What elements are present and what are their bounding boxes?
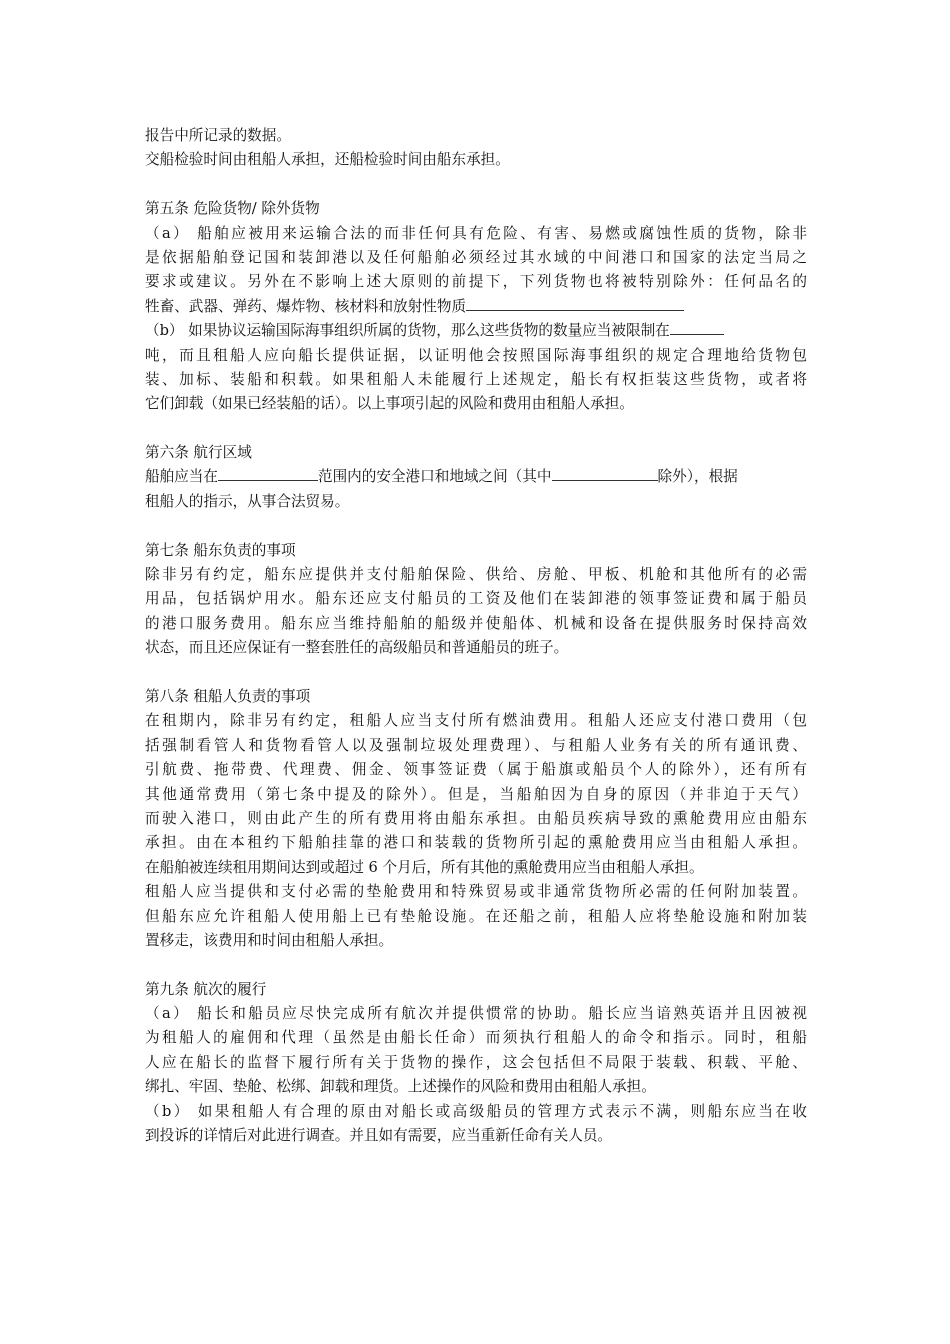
blank-field <box>466 295 684 311</box>
article-6-text: 除外），根据 <box>657 468 738 486</box>
article-8-line: 但船东应允许租船人使用船上已有垫舱设施。在还船之前，租船人应将垫舱设施和附加装 <box>145 907 807 925</box>
clause-5b-line: 装、加标、装船和积载。如果租船人未能履行上述规定，船长有权拒装这些货物，或者将 <box>145 370 807 388</box>
blank-field <box>218 465 318 481</box>
clause-9a-line: 为租船人的雇佣和代理（虽然是由船长任命）而须执行租船人的命令和指示。同时，租船 <box>145 1029 807 1047</box>
article-8-line: 其他通常费用（第七条中提及的除外）。但是，当船舶因为自身的原因（并非迫于天气） <box>145 785 807 803</box>
article-8-line: 在船舶被连续租用期间达到或超过 6 个月后，所有其他的熏舱费用应当由租船人承担。 <box>145 858 704 876</box>
clause-5a-line: 是依据船舶登记国和装卸港以及任何船舶必须经过其水域的中间港口和国家的法定当局之 <box>145 248 807 266</box>
clause-9b-line: 到投诉的详情后对此进行调查。并且如有需要，应当重新任命有关人员。 <box>145 1127 613 1145</box>
spacer <box>145 173 807 197</box>
article-7-line: 的港口服务费用。船东应当维持船舶的船级并使船体、机械和设备在提供服务时保持高效 <box>145 614 807 632</box>
clause-5a-line: 要求或建议。另外在不影响上述大原则的前提下，下列货物也将被特别除外：任何品名的 <box>145 273 807 291</box>
clause-5b-text: （b） 如果协议运输国际海事组织所属的货物，那么这些货物的数量应当被限制在 <box>145 322 670 340</box>
clause-5b-first-line <box>145 319 807 343</box>
article-8-heading: 第八条 租船人负责的事项 <box>145 687 311 705</box>
clause-9a-line: 人应在船长的监督下履行所有关于货物的操作，这会包括但不局限于装载、积载、平舱、 <box>145 1053 807 1071</box>
article-6-line: 租船人的指示，从事合法贸易。 <box>145 492 350 510</box>
article-9-heading: 第九条 航次的履行 <box>145 980 267 998</box>
spacer <box>145 514 807 538</box>
article-6-line <box>145 465 807 489</box>
clause-5b-line: 它们卸载（如果已经装船的话）。以上事项引起的风险和费用由租船人承担。 <box>145 395 634 413</box>
clause-5a-line: （a） 船舶应被用来运输合法的而非任何具有危险、有害、易燃或腐蚀性质的货物，除非 <box>145 224 807 242</box>
clause-9b-line: （b） 如果租船人有合理的原由对船长或高级船员的管理方式表示不满，则船东应当在收 <box>145 1102 807 1120</box>
article-8-line: 括强制看管人和货物看管人以及强制垃圾处理费理）、与租船人业务有关的所有通讯费、 <box>145 736 807 754</box>
document-page <box>145 124 807 1148</box>
article-6-heading: 第六条 航行区域 <box>145 444 252 462</box>
article-8-line: 置移走，该费用和时间由租船人承担。 <box>145 931 394 949</box>
blank-field <box>552 465 658 481</box>
paragraph-line: 报告中所记录的数据。 <box>145 127 291 144</box>
article-8-line: 在租期内，除非另有约定，租船人应当支付所有燃油费用。租船人还应支付港口费用（包 <box>145 712 807 730</box>
spacer <box>145 953 807 977</box>
article-8-line: 租船人应当提供和支付必需的垫舱费用和特殊贸易或非通常货物所必需的任何附加装置。 <box>145 883 807 901</box>
clause-5a-text: 牲畜、武器、弹药、爆炸物、核材料和放射性物质 <box>145 297 467 315</box>
clause-9a-line: （a） 船长和船员应尽快完成所有航次并提供惯常的协助。船长应当谙熟英语并且因被视 <box>145 1005 807 1023</box>
article-8-line: 而驶入港口，则由此产生的所有费用将由船东承担。由船员疾病导致的熏舱费用应由船东 <box>145 809 807 827</box>
clause-5b-line: 吨，而且租船人应向船长提供证据，以证明他会按照国际海事组织的规定合理地给货物包 <box>145 346 807 364</box>
article-6-text: 船舶应当在 <box>145 468 218 486</box>
clause-9a-line: 绑扎、牢固、垫舱、松绑、卸载和理货。上述操作的风险和费用由租船人承担。 <box>145 1078 656 1096</box>
article-7-line: 除非另有约定，船东应提供并支付船舶保险、供给、房舱、甲板、机舱和其他所有的必需 <box>145 566 807 584</box>
clause-5a-last-line <box>145 295 807 319</box>
blank-field <box>670 319 724 335</box>
paragraph-line: 交船检验时间由租船人承担，还船检验时间由船东承担。 <box>145 151 510 169</box>
article-8-line: 引航费、拖带费、代理费、佣金、领事签证费（属于船旗或船员个人的除外），还有所有 <box>145 761 807 779</box>
article-7-line: 状态，而且还应保证有一整套胜任的高级船员和普通船员的班子。 <box>145 639 569 657</box>
spacer <box>145 417 807 441</box>
article-7-line: 用品，包括锅炉用水。船东还应支付船员的工资及他们在装卸港的领事签证费和属于船员 <box>145 590 807 608</box>
article-7-heading: 第七条 船东负责的事项 <box>145 541 296 559</box>
article-8-line: 承担。由在本租约下船舶挂靠的港口和装载的货物所引起的熏舱费用应当由租船人承担。 <box>145 834 807 852</box>
article-5-heading: 第五条 危险货物/ 除外货物 <box>145 200 320 218</box>
article-6-text: 范围内的安全港口和地域之间（其中 <box>317 468 552 486</box>
spacer <box>145 661 807 685</box>
